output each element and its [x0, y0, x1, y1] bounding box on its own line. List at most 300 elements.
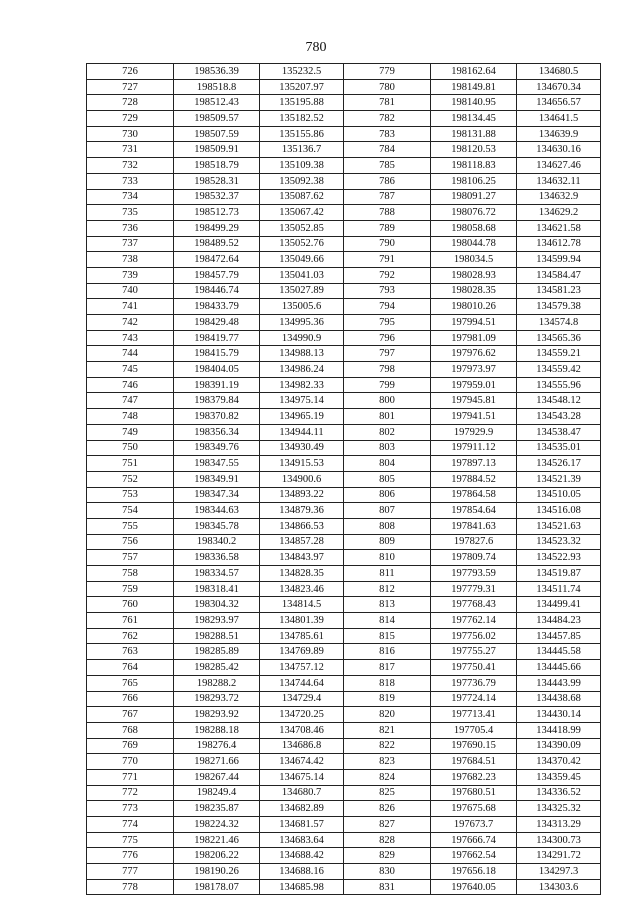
point-number-left: 733 [87, 173, 174, 189]
x-coordinate-left: 198285.42 [174, 660, 260, 676]
y-coordinate-right: 134641.5 [517, 111, 601, 127]
x-coordinate-left: 198293.97 [174, 613, 260, 629]
point-number-left: 728 [87, 95, 174, 111]
y-coordinate-right: 134632.11 [517, 173, 601, 189]
point-number-right: 799 [344, 377, 431, 393]
point-number-left: 746 [87, 377, 174, 393]
table-row [87, 456, 601, 472]
x-coordinate-left: 198532.37 [174, 189, 260, 205]
x-coordinate-right: 198134.45 [431, 111, 517, 127]
x-coordinate-left: 198509.91 [174, 142, 260, 158]
point-number-right: 788 [344, 205, 431, 221]
table-row [87, 707, 601, 723]
x-coordinate-right: 197662.54 [431, 848, 517, 864]
point-number-right: 785 [344, 158, 431, 174]
point-number-right: 828 [344, 832, 431, 848]
x-coordinate-left: 198221.46 [174, 832, 260, 848]
y-coordinate-right: 134680.5 [517, 64, 601, 80]
point-number-right: 821 [344, 722, 431, 738]
y-coordinate-right: 134584.47 [517, 267, 601, 283]
y-coordinate-right: 134445.58 [517, 644, 601, 660]
table-row [87, 267, 601, 283]
x-coordinate-left: 198206.22 [174, 848, 260, 864]
y-coordinate-left: 135195.88 [260, 95, 344, 111]
table-row [87, 111, 601, 127]
point-number-left: 759 [87, 581, 174, 597]
y-coordinate-left: 134944.11 [260, 424, 344, 440]
x-coordinate-right: 197976.62 [431, 346, 517, 362]
x-coordinate-right: 198091.27 [431, 189, 517, 205]
table-row [87, 722, 601, 738]
x-coordinate-left: 198349.76 [174, 440, 260, 456]
point-number-right: 819 [344, 691, 431, 707]
x-coordinate-right: 197713.41 [431, 707, 517, 723]
y-coordinate-right: 134418.99 [517, 722, 601, 738]
x-coordinate-right: 197929.9 [431, 424, 517, 440]
y-coordinate-left: 135232.5 [260, 64, 344, 80]
table-row [87, 738, 601, 754]
point-number-left: 773 [87, 801, 174, 817]
table-row [87, 597, 601, 613]
x-coordinate-right: 198162.64 [431, 64, 517, 80]
table-row [87, 754, 601, 770]
point-number-right: 810 [344, 550, 431, 566]
point-number-right: 789 [344, 220, 431, 236]
y-coordinate-left: 134785.61 [260, 628, 344, 644]
page-number: 780 [305, 40, 327, 55]
x-coordinate-left: 198391.19 [174, 377, 260, 393]
y-coordinate-right: 134516.08 [517, 503, 601, 519]
x-coordinate-left: 198267.44 [174, 769, 260, 785]
x-coordinate-right: 197762.14 [431, 613, 517, 629]
point-number-left: 776 [87, 848, 174, 864]
point-number-right: 822 [344, 738, 431, 754]
x-coordinate-left: 198349.91 [174, 471, 260, 487]
x-coordinate-left: 198285.89 [174, 644, 260, 660]
y-coordinate-right: 134656.57 [517, 95, 601, 111]
x-coordinate-right: 197809.74 [431, 550, 517, 566]
x-coordinate-left: 198304.32 [174, 597, 260, 613]
y-coordinate-left: 134879.36 [260, 503, 344, 519]
point-number-left: 765 [87, 675, 174, 691]
y-coordinate-left: 135052.85 [260, 220, 344, 236]
y-coordinate-left: 134975.14 [260, 393, 344, 409]
table-row [87, 315, 601, 331]
y-coordinate-left: 134857.28 [260, 534, 344, 550]
y-coordinate-right: 134630.16 [517, 142, 601, 158]
x-coordinate-right: 198058.68 [431, 220, 517, 236]
x-coordinate-right: 197945.81 [431, 393, 517, 409]
y-coordinate-right: 134579.38 [517, 299, 601, 315]
x-coordinate-right: 197724.14 [431, 691, 517, 707]
y-coordinate-left: 134982.33 [260, 377, 344, 393]
point-number-left: 736 [87, 220, 174, 236]
point-number-left: 758 [87, 566, 174, 582]
y-coordinate-left: 134688.16 [260, 864, 344, 880]
y-coordinate-right: 134313.29 [517, 817, 601, 833]
x-coordinate-right: 198044.78 [431, 236, 517, 252]
table-row [87, 252, 601, 268]
point-number-left: 741 [87, 299, 174, 315]
x-coordinate-left: 198472.64 [174, 252, 260, 268]
x-coordinate-left: 198370.82 [174, 409, 260, 425]
point-number-left: 772 [87, 785, 174, 801]
point-number-left: 731 [87, 142, 174, 158]
point-number-right: 796 [344, 330, 431, 346]
x-coordinate-right: 198028.35 [431, 283, 517, 299]
point-number-right: 805 [344, 471, 431, 487]
y-coordinate-left: 135109.38 [260, 158, 344, 174]
y-coordinate-right: 134510.05 [517, 487, 601, 503]
y-coordinate-right: 134430.14 [517, 707, 601, 723]
y-coordinate-right: 134359.45 [517, 769, 601, 785]
y-coordinate-left: 134675.14 [260, 769, 344, 785]
table-row [87, 173, 601, 189]
x-coordinate-right: 197682.23 [431, 769, 517, 785]
point-number-left: 738 [87, 252, 174, 268]
y-coordinate-left: 134915.53 [260, 456, 344, 472]
table-row [87, 79, 601, 95]
point-number-right: 814 [344, 613, 431, 629]
table-row [87, 550, 601, 566]
point-number-right: 823 [344, 754, 431, 770]
x-coordinate-right: 197640.05 [431, 879, 517, 895]
point-number-left: 771 [87, 769, 174, 785]
x-coordinate-left: 198190.26 [174, 864, 260, 880]
x-coordinate-left: 198429.48 [174, 315, 260, 331]
point-number-left: 774 [87, 817, 174, 833]
y-coordinate-left: 134900.6 [260, 471, 344, 487]
y-coordinate-right: 134390.09 [517, 738, 601, 754]
y-coordinate-left: 135092.38 [260, 173, 344, 189]
y-coordinate-right: 134599.94 [517, 252, 601, 268]
point-number-right: 780 [344, 79, 431, 95]
point-number-right: 806 [344, 487, 431, 503]
x-coordinate-left: 198536.39 [174, 64, 260, 80]
y-coordinate-left: 134757.12 [260, 660, 344, 676]
point-number-right: 808 [344, 518, 431, 534]
table-row [87, 518, 601, 534]
y-coordinate-right: 134303.6 [517, 879, 601, 895]
point-number-left: 750 [87, 440, 174, 456]
point-number-left: 754 [87, 503, 174, 519]
y-coordinate-right: 134511.74 [517, 581, 601, 597]
table-row [87, 330, 601, 346]
table-row [87, 346, 601, 362]
point-number-right: 798 [344, 362, 431, 378]
y-coordinate-left: 134688.42 [260, 848, 344, 864]
x-coordinate-right: 198028.93 [431, 267, 517, 283]
table-row [87, 769, 601, 785]
point-number-left: 766 [87, 691, 174, 707]
x-coordinate-left: 198347.55 [174, 456, 260, 472]
y-coordinate-left: 134674.42 [260, 754, 344, 770]
point-number-left: 737 [87, 236, 174, 252]
x-coordinate-left: 198356.34 [174, 424, 260, 440]
x-coordinate-left: 198224.32 [174, 817, 260, 833]
x-coordinate-right: 198120.53 [431, 142, 517, 158]
table-row [87, 644, 601, 660]
point-number-right: 809 [344, 534, 431, 550]
point-number-left: 734 [87, 189, 174, 205]
y-coordinate-left: 134893.22 [260, 487, 344, 503]
y-coordinate-left: 135052.76 [260, 236, 344, 252]
table-row [87, 879, 601, 895]
point-number-right: 784 [344, 142, 431, 158]
x-coordinate-right: 197690.15 [431, 738, 517, 754]
x-coordinate-left: 198340.2 [174, 534, 260, 550]
x-coordinate-right: 197981.09 [431, 330, 517, 346]
y-coordinate-right: 134370.42 [517, 754, 601, 770]
point-number-right: 815 [344, 628, 431, 644]
x-coordinate-right: 197656.18 [431, 864, 517, 880]
x-coordinate-left: 198334.57 [174, 566, 260, 582]
y-coordinate-left: 134686.8 [260, 738, 344, 754]
y-coordinate-left: 135067.42 [260, 205, 344, 221]
point-number-left: 748 [87, 409, 174, 425]
table-row [87, 283, 601, 299]
y-coordinate-left: 134680.7 [260, 785, 344, 801]
y-coordinate-left: 134801.39 [260, 613, 344, 629]
y-coordinate-left: 135182.52 [260, 111, 344, 127]
x-coordinate-left: 198235.87 [174, 801, 260, 817]
table-row [87, 64, 601, 80]
point-number-left: 749 [87, 424, 174, 440]
x-coordinate-right: 198140.95 [431, 95, 517, 111]
x-coordinate-left: 198509.57 [174, 111, 260, 127]
x-coordinate-right: 197755.27 [431, 644, 517, 660]
x-coordinate-right: 197779.31 [431, 581, 517, 597]
table-row [87, 95, 601, 111]
table-row [87, 581, 601, 597]
x-coordinate-left: 198271.66 [174, 754, 260, 770]
x-coordinate-right: 197750.41 [431, 660, 517, 676]
point-number-right: 781 [344, 95, 431, 111]
coordinates-table [86, 63, 601, 895]
x-coordinate-left: 198489.52 [174, 236, 260, 252]
y-coordinate-right: 134521.63 [517, 518, 601, 534]
x-coordinate-left: 198528.31 [174, 173, 260, 189]
table-row [87, 817, 601, 833]
table-row [87, 424, 601, 440]
table-row [87, 362, 601, 378]
x-coordinate-right: 197793.59 [431, 566, 517, 582]
y-coordinate-left: 134729.4 [260, 691, 344, 707]
table-row [87, 660, 601, 676]
y-coordinate-right: 134629.2 [517, 205, 601, 221]
point-number-left: 768 [87, 722, 174, 738]
x-coordinate-right: 197684.51 [431, 754, 517, 770]
y-coordinate-right: 134543.28 [517, 409, 601, 425]
x-coordinate-left: 198347.34 [174, 487, 260, 503]
point-number-left: 745 [87, 362, 174, 378]
point-number-right: 782 [344, 111, 431, 127]
point-number-right: 818 [344, 675, 431, 691]
y-coordinate-right: 134291.72 [517, 848, 601, 864]
x-coordinate-right: 197897.13 [431, 456, 517, 472]
point-number-left: 747 [87, 393, 174, 409]
x-coordinate-right: 197941.51 [431, 409, 517, 425]
y-coordinate-left: 135041.03 [260, 267, 344, 283]
x-coordinate-right: 198149.81 [431, 79, 517, 95]
y-coordinate-right: 134627.46 [517, 158, 601, 174]
y-coordinate-left: 135005.6 [260, 299, 344, 315]
y-coordinate-right: 134574.8 [517, 315, 601, 331]
x-coordinate-right: 198034.5 [431, 252, 517, 268]
table-row [87, 158, 601, 174]
x-coordinate-right: 197959.01 [431, 377, 517, 393]
table-row [87, 628, 601, 644]
y-coordinate-right: 134526.17 [517, 456, 601, 472]
y-coordinate-left: 135027.89 [260, 283, 344, 299]
table-row [87, 801, 601, 817]
y-coordinate-left: 134682.89 [260, 801, 344, 817]
y-coordinate-right: 134621.58 [517, 220, 601, 236]
x-coordinate-left: 198415.79 [174, 346, 260, 362]
x-coordinate-left: 198318.41 [174, 581, 260, 597]
point-number-right: 812 [344, 581, 431, 597]
y-coordinate-left: 135136.7 [260, 142, 344, 158]
point-number-left: 752 [87, 471, 174, 487]
y-coordinate-left: 134708.46 [260, 722, 344, 738]
x-coordinate-left: 198518.79 [174, 158, 260, 174]
x-coordinate-left: 198178.07 [174, 879, 260, 895]
y-coordinate-right: 134639.9 [517, 126, 601, 142]
x-coordinate-right: 198131.88 [431, 126, 517, 142]
y-coordinate-right: 134457.85 [517, 628, 601, 644]
x-coordinate-left: 198288.51 [174, 628, 260, 644]
x-coordinate-left: 198419.77 [174, 330, 260, 346]
y-coordinate-right: 134523.32 [517, 534, 601, 550]
y-coordinate-right: 134581.23 [517, 283, 601, 299]
table-row [87, 220, 601, 236]
table-row [87, 299, 601, 315]
y-coordinate-left: 135087.62 [260, 189, 344, 205]
x-coordinate-left: 198379.84 [174, 393, 260, 409]
point-number-right: 807 [344, 503, 431, 519]
point-number-right: 794 [344, 299, 431, 315]
x-coordinate-right: 197841.63 [431, 518, 517, 534]
y-coordinate-left: 134683.64 [260, 832, 344, 848]
y-coordinate-right: 134336.52 [517, 785, 601, 801]
y-coordinate-right: 134297.3 [517, 864, 601, 880]
table-row [87, 205, 601, 221]
point-number-right: 795 [344, 315, 431, 331]
x-coordinate-left: 198249.4 [174, 785, 260, 801]
y-coordinate-right: 134325.32 [517, 801, 601, 817]
point-number-right: 800 [344, 393, 431, 409]
point-number-left: 764 [87, 660, 174, 676]
point-number-right: 790 [344, 236, 431, 252]
table-row [87, 471, 601, 487]
y-coordinate-right: 134438.68 [517, 691, 601, 707]
point-number-left: 757 [87, 550, 174, 566]
point-number-left: 743 [87, 330, 174, 346]
x-coordinate-right: 197736.79 [431, 675, 517, 691]
x-coordinate-left: 198512.73 [174, 205, 260, 221]
table-row [87, 126, 601, 142]
y-coordinate-left: 134814.5 [260, 597, 344, 613]
x-coordinate-right: 198118.83 [431, 158, 517, 174]
x-coordinate-left: 198512.43 [174, 95, 260, 111]
y-coordinate-left: 134720.25 [260, 707, 344, 723]
point-number-right: 792 [344, 267, 431, 283]
point-number-left: 775 [87, 832, 174, 848]
table-row [87, 377, 601, 393]
point-number-left: 761 [87, 613, 174, 629]
point-number-right: 817 [344, 660, 431, 676]
point-number-right: 816 [344, 644, 431, 660]
point-number-right: 797 [344, 346, 431, 362]
x-coordinate-left: 198446.74 [174, 283, 260, 299]
y-coordinate-left: 134744.64 [260, 675, 344, 691]
point-number-right: 803 [344, 440, 431, 456]
x-coordinate-right: 197675.68 [431, 801, 517, 817]
table-row [87, 675, 601, 691]
y-coordinate-right: 134445.66 [517, 660, 601, 676]
point-number-right: 791 [344, 252, 431, 268]
y-coordinate-right: 134535.01 [517, 440, 601, 456]
point-number-left: 751 [87, 456, 174, 472]
table-row [87, 534, 601, 550]
y-coordinate-right: 134555.96 [517, 377, 601, 393]
y-coordinate-right: 134559.42 [517, 362, 601, 378]
y-coordinate-left: 134990.9 [260, 330, 344, 346]
y-coordinate-left: 134866.53 [260, 518, 344, 534]
y-coordinate-right: 134522.93 [517, 550, 601, 566]
point-number-right: 787 [344, 189, 431, 205]
x-coordinate-right: 197756.02 [431, 628, 517, 644]
x-coordinate-right: 197994.51 [431, 315, 517, 331]
x-coordinate-right: 198076.72 [431, 205, 517, 221]
point-number-left: 755 [87, 518, 174, 534]
point-number-right: 802 [344, 424, 431, 440]
table-row [87, 409, 601, 425]
x-coordinate-right: 197827.6 [431, 534, 517, 550]
point-number-left: 778 [87, 879, 174, 895]
point-number-right: 830 [344, 864, 431, 880]
point-number-left: 767 [87, 707, 174, 723]
point-number-right: 825 [344, 785, 431, 801]
point-number-left: 763 [87, 644, 174, 660]
x-coordinate-left: 198345.78 [174, 518, 260, 534]
y-coordinate-right: 134484.23 [517, 613, 601, 629]
table-row [87, 189, 601, 205]
x-coordinate-left: 198499.29 [174, 220, 260, 236]
y-coordinate-left: 134769.89 [260, 644, 344, 660]
x-coordinate-left: 198404.05 [174, 362, 260, 378]
x-coordinate-right: 197680.51 [431, 785, 517, 801]
point-number-left: 769 [87, 738, 174, 754]
y-coordinate-right: 134499.41 [517, 597, 601, 613]
x-coordinate-left: 198457.79 [174, 267, 260, 283]
x-coordinate-right: 198010.26 [431, 299, 517, 315]
x-coordinate-left: 198293.92 [174, 707, 260, 723]
x-coordinate-right: 197854.64 [431, 503, 517, 519]
point-number-right: 813 [344, 597, 431, 613]
point-number-right: 831 [344, 879, 431, 895]
y-coordinate-left: 134681.57 [260, 817, 344, 833]
y-coordinate-left: 134988.13 [260, 346, 344, 362]
x-coordinate-left: 198336.58 [174, 550, 260, 566]
table-row [87, 393, 601, 409]
y-coordinate-left: 135207.97 [260, 79, 344, 95]
y-coordinate-left: 134828.35 [260, 566, 344, 582]
x-coordinate-right: 197673.7 [431, 817, 517, 833]
x-coordinate-right: 197864.58 [431, 487, 517, 503]
y-coordinate-right: 134443.99 [517, 675, 601, 691]
y-coordinate-right: 134538.47 [517, 424, 601, 440]
